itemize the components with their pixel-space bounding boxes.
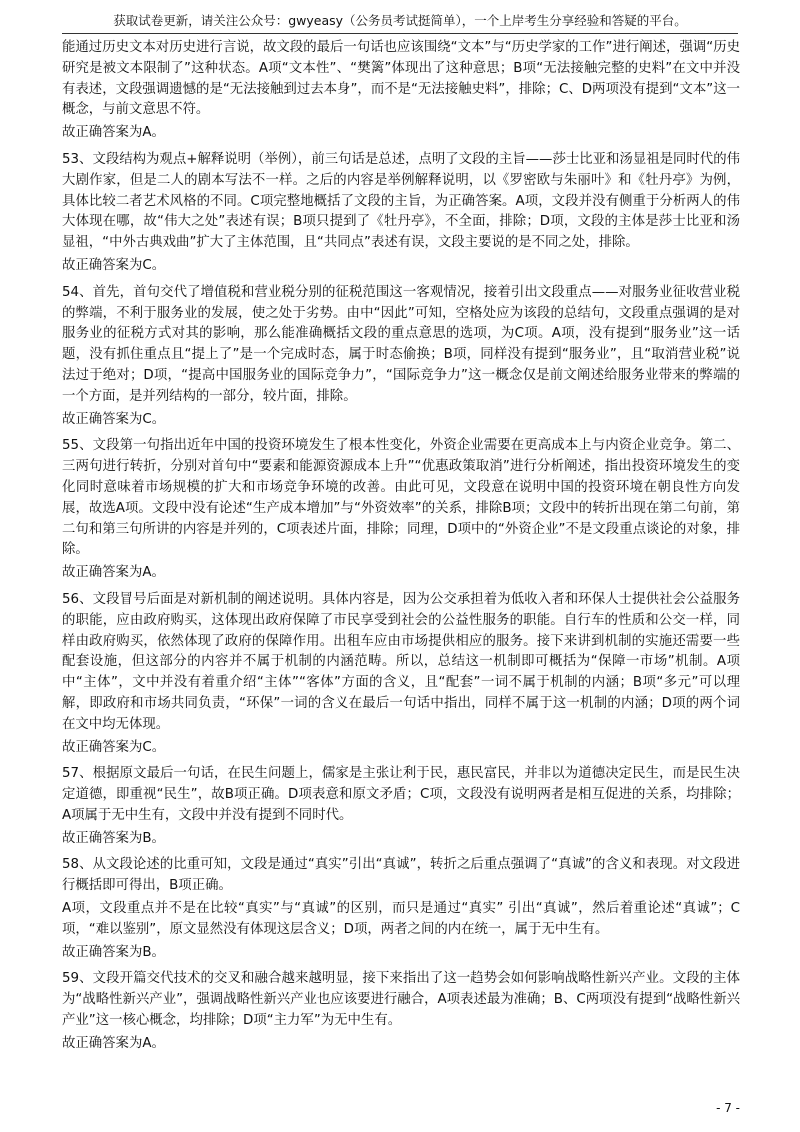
document-body [62, 38, 740, 1061]
explanation-paragraph: 56、文段冒号后面是对新机制的阐述说明。具体内容是，因为公交承担着为低收入者和环保人士提供社会公益服务的职能，应由政府购买，这体现出政府保障了市民享受到社会的公益性服务的职能。自行车的性质和公交一样，同样由政府购买，依然体现了政府的保障作用。出租车应由市场提供相应的服务。接下来讲到机制的实施还需要一些配套设施，但这部分的内容并不属于机制的内涵范畴。所以，总结这一机制即可概括为“保障一市场”机制。A项中“主体”，文中并没有着重介绍“主体”“客体”方面的含义，且“配套”一词不属于机制的内涵；B项“多元”可以理解，即政府和市场共同负责，“环保”一词的含义在最后一句话中指出，同样不属于这一机制的内涵；D项的两个词在文中均无体现。 [62, 591, 740, 732]
explanation-paragraph: 53、文段结构为观点+解释说明（举例），前三句话是总述，点明了文段的主旨——莎士比亚和汤显祖是同时代的伟大剧作家，但是二人的剧本写法不一样。之后的内容是举例解释说明，以《罗密欧与朱丽叶》和《牡丹亭》为例，具体比较二者艺术风格的不同。C项完整地概括了文段的主旨，为正确答案。A项，文段并没有侧重于分析两人的伟大体现在哪，故“伟大之处”表述有误；B项只提到了《牡丹亭》，不全面，排除；D项，文段的主体是莎士比亚和汤显祖，“中外古典戏曲”扩大了主体范围，且“共同点”表述有误，文段主要说的是不同之处，排除。 [62, 151, 740, 251]
answer-line: 故正确答案为C。 [62, 411, 166, 427]
answer-line: 故正确答案为C。 [62, 257, 166, 273]
explanation-paragraph: 54、首先，首句交代了增值税和营业税分别的征税范围这一客观情况，接着引出文段重点——对服务业征收营业税的弊端，不利于服务业的发展，使之处于劣势。由中“因此”可知，空格处应为该段的总结句，文段重点强调的是对服务业的征税方式对其的影响，那么能准确概括文段的重点意思的选项，为C项。A项，没有提到“服务业”这一话题，没有抓住重点且“提上了”是一个完成时态，属于时态偷换；B项，同样没有提到“服务业”，且“取消营业税”说法过于绝对；D项，“提高中国服务业的国际竞争力”，“国际竞争力”这一概念仅是前文阐述给服务业带来的弊端的一个方面，是并列结构的一部分，较片面，排除。 [62, 284, 740, 404]
page-number: - 7 - [716, 1101, 740, 1115]
explanation-paragraph: 57、根据原文最后一句话，在民生问题上，儒家是主张让利于民，惠民富民，并非以为道德决定民生，而是民生决定道德，即重视“民生”，故B项正确。D项表意和原文矛盾；C项，文段没有说明两者是相互促进的关系，均排除；A项属于无中生有，文段中并没有提到不同时代。 [62, 766, 740, 823]
answer-line: 故正确答案为A。 [62, 565, 165, 581]
answer-line: 故正确答案为B。 [62, 830, 165, 846]
explanation-paragraph: 能通过历史文本对历史进行言说，故文段的最后一句话也应该围绕“文本”与“历史学家的工作”进行阐述，强调“历史研究是被文本限制了”这种状态。A项“文本性”、“樊篱”体现出了这种意思；B项“无法接触完整的史料”在文中并没有表述，文段强调遗憾的是“无法接触到过去本身”，而不是“无法接触史料”，排除；C、D两项没有提到“文本”这一概念，与前文意思不符。 [62, 40, 740, 118]
page-header: 获取试卷更新，请关注公众号：gwyeasy（公务员考试挺简单），一个上岸考生分享经验和答疑的平台。 [62, 12, 738, 34]
answer-line: 故正确答案为C。 [62, 739, 166, 755]
answer-line: 故正确答案为A。 [62, 125, 165, 141]
explanation-paragraph: 59、文段开篇交代技术的交叉和融合越来越明显，接下来指出了这一趋势会如何影响战略性新兴产业。文段的主体为“战略性新兴产业”，强调战略性新兴产业也应该要进行融合，A项表述最为准确；B、C两项没有提到“战略性新兴产业”这一核心概念，均排除；D项“主力军”为无中生有。 [62, 971, 740, 1029]
explanation-paragraph: 55、文段第一句指出近年中国的投资环境发生了根本性变化，外资企业需要在更高成本上与内资企业竞争。第二、三两句进行转折，分别对首句中“要素和能源资源成本上升”“优惠政策取消”进行分析阐述，指出投资环境发生的变化同时意味着市场规模的扩大和市场竞争环境的改善。由此可见，文段意在说明中国的投资环境在朝良性方向发展，故选A项。文段中没有论述“生产成本增加”与“外资效率”的关系，排除B项；文段中的转折出现在第二句前，第二句和第三句所讲的内容是并列的，C项表述片面，排除；同理，D项中的“外资企业”不是文段重点谈论的对象，排除。 [62, 438, 740, 558]
explanation-paragraph: 58、从文段论述的比重可知，文段是通过“真实”引出“真诚”，转折之后重点强调了“真诚”的含义和表现。对文段进行概括即可得出，B项正确。 [62, 857, 740, 894]
answer-line: 故正确答案为B。 [62, 944, 165, 960]
explanation-paragraph: A项，文段重点并不是在比较“真实”与“真诚”的区别，而只是通过“真实” 引出“真诚”，然后着重论述“真诚”；C项，“难以鉴别”，原文显然没有体现这层含义；D项，两者之间的内在统一，属于无中生有。 [62, 901, 740, 937]
answer-line: 故正确答案为A。 [62, 1035, 165, 1051]
